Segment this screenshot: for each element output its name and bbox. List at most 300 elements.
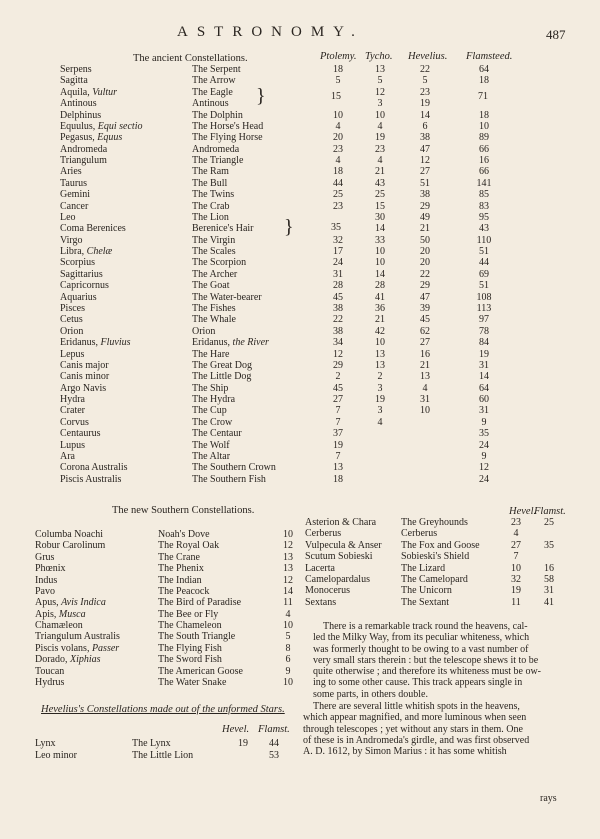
- latin-name: Grus: [35, 551, 55, 563]
- english-name: The Sextant: [401, 596, 450, 608]
- latin-name: Argo Navis: [60, 382, 107, 394]
- col-header-flamsteed: Flamsteed.: [466, 51, 513, 62]
- star-count-p: 13: [333, 462, 343, 474]
- ancient-row: [0, 75, 600, 86]
- star-count-h: 47: [420, 143, 430, 155]
- latin-name: Virgo: [60, 234, 83, 246]
- hevel-count: 32: [511, 573, 521, 585]
- star-count-h: 5: [422, 75, 428, 87]
- star-count-f: 44: [479, 257, 489, 269]
- ancient-row: [0, 440, 600, 451]
- star-count-h: 12: [420, 155, 430, 167]
- ancient-row: [0, 360, 600, 371]
- english-name: Antinous: [192, 98, 229, 110]
- star-count-t: 43: [375, 177, 385, 189]
- star-count-f: 16: [479, 155, 489, 167]
- star-count-f: 31: [479, 405, 489, 417]
- flamst-count: 31: [544, 585, 554, 597]
- english-name: The Cup: [192, 405, 227, 417]
- ancient-row: [0, 280, 600, 291]
- ancient-row: [0, 246, 600, 257]
- latin-name: Cerberus: [305, 528, 342, 540]
- latin-name: Pegasus, Equus: [60, 132, 123, 144]
- latin-name: Gemini: [60, 189, 90, 201]
- star-count: 5: [285, 631, 291, 643]
- star-count-p: 22: [333, 314, 343, 326]
- right-col-header-flamst: Flamst.: [534, 506, 566, 517]
- star-count-f: 83: [479, 200, 489, 212]
- brace-aquila: }: [256, 85, 266, 107]
- english-name: The Serpent: [192, 64, 241, 75]
- hevelius-row: [0, 517, 600, 528]
- star-count-p: 45: [333, 382, 343, 394]
- star-count-t: 10: [375, 109, 385, 121]
- ancient-row: [0, 98, 600, 109]
- ancient-row: [0, 451, 600, 462]
- ancient-row: [0, 337, 600, 348]
- star-count-h: 27: [420, 166, 430, 178]
- star-count-p: 27: [333, 394, 343, 406]
- english-name: The Twins: [192, 189, 235, 201]
- latin-name: Orion: [60, 325, 84, 337]
- star-count-t: 19: [375, 132, 385, 144]
- latin-name: Taurus: [60, 177, 88, 189]
- english-name: The Bull: [192, 177, 228, 189]
- english-name: The Lion: [192, 211, 229, 223]
- ancient-row: [0, 64, 600, 75]
- english-name: The Sword Fish: [158, 654, 222, 666]
- latin-name: Cetus: [60, 314, 83, 326]
- ancient-row: [0, 474, 600, 485]
- star-count-p: 25: [333, 189, 343, 201]
- star-count-p: 17: [333, 246, 343, 258]
- star-count-p: 23: [333, 200, 343, 212]
- english-name: The Little Lion: [132, 750, 194, 761]
- latin-name: Canis minor: [60, 371, 110, 383]
- aquila-flamsteed-merged: 71: [478, 91, 488, 102]
- latin-name: Aries: [60, 166, 82, 178]
- star-count-h: 4: [422, 382, 428, 394]
- ancient-row: [0, 178, 600, 189]
- star-count-f: 66: [479, 166, 489, 178]
- latin-name: Toucan: [35, 665, 65, 677]
- star-count-p: 7: [335, 450, 341, 462]
- latin-name: Scorpius: [60, 257, 95, 269]
- ancient-row: [0, 223, 600, 234]
- english-name: The Bird of Paradise: [158, 597, 242, 609]
- star-count-t: 30: [375, 211, 385, 223]
- star-count-h: 45: [420, 314, 430, 326]
- star-count-h: 49: [420, 211, 430, 223]
- hevel-count: 4: [513, 528, 519, 540]
- star-count: 10: [283, 529, 293, 540]
- english-name: Sobieski's Shield: [401, 551, 470, 563]
- latin-name: Aquarius: [60, 291, 97, 303]
- star-count: 13: [283, 551, 293, 563]
- star-count-f: 110: [476, 234, 492, 246]
- english-name: The Ship: [192, 382, 229, 394]
- milky-way-paragraph: [303, 621, 568, 700]
- leo-ptolemy-merged: 35: [331, 222, 341, 233]
- star-count: 13: [283, 563, 293, 575]
- flamst-count: 35: [544, 539, 554, 551]
- latin-name: Scutum Sobieski: [305, 551, 373, 563]
- english-name: The Eagle: [192, 86, 233, 98]
- ancient-row: [0, 371, 600, 382]
- english-name: The Chameleon: [158, 620, 222, 632]
- english-name: The Virgin: [192, 234, 236, 246]
- star-count-t: 21: [375, 166, 385, 178]
- ancient-row: [0, 201, 600, 212]
- latin-name: Leo: [60, 211, 76, 223]
- star-count-p: 4: [335, 120, 341, 132]
- brace-leo: }: [284, 216, 294, 238]
- hevelius-row: [0, 585, 600, 596]
- star-count-t: 3: [377, 382, 383, 394]
- star-count-h: 14: [420, 109, 430, 121]
- star-count-h: 62: [420, 325, 430, 337]
- ancient-row: [0, 269, 600, 280]
- star-count-f: 95: [479, 211, 489, 223]
- ancient-row: [0, 405, 600, 416]
- latin-name: Pavo: [35, 585, 55, 597]
- star-count-f: 51: [479, 280, 489, 292]
- star-count-f: 18: [479, 109, 489, 121]
- star-count: 8: [285, 642, 291, 654]
- latin-name: Andromeda: [60, 143, 108, 155]
- star-count-t: 41: [375, 291, 385, 303]
- latin-name: Leo minor: [35, 750, 77, 761]
- whitish-spots-paragraph: [303, 701, 568, 757]
- english-name: The Crab: [192, 200, 230, 212]
- star-count-f: 64: [479, 64, 489, 75]
- flamst-count: 16: [544, 562, 554, 574]
- star-count-h: 19: [420, 98, 430, 110]
- paragraph-line: of these is in Andromeda's girdle, and was first observed: [303, 734, 530, 746]
- star-count-h: 39: [420, 302, 430, 314]
- star-count-p: 2: [335, 371, 341, 383]
- star-count-t: 13: [375, 359, 385, 371]
- hevel-count: 11: [511, 596, 521, 608]
- unformed-caption: Hevelius's Constellations made out of the unformed Stars.: [41, 704, 285, 715]
- latin-name: Coma Berenices: [60, 223, 126, 235]
- star-count: 14: [283, 585, 293, 597]
- ancient-row: [0, 212, 600, 223]
- latin-name: Capricornus: [60, 280, 109, 292]
- latin-name: Apis, Musca: [35, 608, 86, 620]
- flamst-count: 44: [269, 738, 279, 749]
- english-name: The Wolf: [192, 439, 230, 451]
- star-count-f: 85: [479, 189, 489, 201]
- star-count-t: 4: [377, 155, 383, 167]
- star-count-p: 10: [333, 109, 343, 121]
- ancient-row: [0, 189, 600, 200]
- star-count-t: 15: [375, 200, 385, 212]
- english-name: Andromeda: [192, 143, 240, 155]
- paragraph-line: quite otherwise ; and therefore its whiteness must be ow-: [313, 666, 541, 678]
- ancient-row: [0, 292, 600, 303]
- english-name: The Little Dog: [192, 371, 252, 383]
- english-name: The South Triangle: [158, 631, 236, 643]
- star-count-h: 16: [420, 348, 430, 360]
- right-col-header-hevel: Hevel.: [509, 506, 537, 517]
- page-number: 487: [546, 27, 566, 42]
- star-count-p: 38: [333, 302, 343, 314]
- ancient-row: [0, 462, 600, 473]
- ancient-row: [0, 303, 600, 314]
- star-count-t: 14: [375, 268, 385, 280]
- latin-name: Sagitta: [60, 75, 88, 87]
- latin-name: Cancer: [60, 200, 89, 212]
- english-name: The Lynx: [132, 738, 171, 749]
- english-name: The Whale: [192, 314, 236, 326]
- star-count-t: 36: [375, 302, 385, 314]
- latin-name: Lynx: [35, 738, 56, 749]
- star-count-t: 23: [375, 143, 385, 155]
- paragraph-line: A. D. 1612, by Simon Marius : it has some whitish: [303, 746, 507, 758]
- english-name: The Arrow: [192, 75, 236, 87]
- ancient-row: [0, 257, 600, 268]
- ancient-row: [0, 87, 600, 98]
- star-count-t: 42: [375, 325, 385, 337]
- english-name: The Scales: [192, 246, 236, 258]
- flamst-count: 25: [544, 517, 554, 528]
- running-header: ASTRONOMY.: [177, 24, 364, 40]
- star-count-p: 7: [335, 416, 341, 428]
- latin-name: Dorado, Xiphias: [35, 654, 101, 666]
- star-count-f: 10: [479, 120, 489, 132]
- latin-name: Lacerta: [305, 562, 335, 574]
- star-count-f: 19: [479, 348, 489, 360]
- star-count-t: 10: [375, 257, 385, 269]
- star-count-f: 24: [479, 473, 489, 485]
- star-count-f: 89: [479, 132, 489, 144]
- english-name: The Water Snake: [158, 676, 227, 688]
- star-count-t: 10: [375, 337, 385, 349]
- star-count-p: 18: [333, 64, 343, 75]
- star-count-p: 4: [335, 155, 341, 167]
- star-count-t: 33: [375, 234, 385, 246]
- english-name: The Peacock: [158, 585, 210, 597]
- english-name: The Dolphin: [192, 109, 243, 121]
- english-name: The Scorpion: [192, 257, 247, 269]
- paragraph-line: which appear magnified, and more luminous when seen: [303, 712, 527, 724]
- star-count: 6: [285, 654, 291, 666]
- english-name: The Centaur: [192, 428, 242, 440]
- star-count-h: 22: [420, 268, 430, 280]
- star-count-t: 2: [377, 371, 383, 383]
- star-count: 11: [283, 597, 293, 609]
- star-count-p: 29: [333, 359, 343, 371]
- english-name: Orion: [192, 325, 216, 337]
- paragraph-line: There are several little whitish spots in the heavens,: [313, 701, 520, 712]
- star-count-t: 13: [375, 348, 385, 360]
- star-count: 10: [283, 620, 293, 632]
- star-count-t: 21: [375, 314, 385, 326]
- hevel-count: 10: [511, 562, 521, 574]
- star-count-p: 20: [333, 132, 343, 144]
- star-count-p: 23: [333, 143, 343, 155]
- english-name: The Fishes: [192, 302, 236, 314]
- star-count-p: 31: [333, 268, 343, 280]
- english-name: The Flying Fish: [158, 642, 222, 654]
- ancient-row: [0, 132, 600, 143]
- star-count-p: 37: [333, 428, 343, 440]
- star-count-f: 108: [476, 291, 492, 303]
- hevelius-row: [0, 540, 600, 551]
- ancient-row: [0, 144, 600, 155]
- star-count-h: 22: [420, 64, 430, 75]
- star-count-h: 29: [420, 200, 430, 212]
- star-count-t: 14: [375, 223, 385, 235]
- english-name: The Goat: [192, 280, 230, 292]
- latin-name: Corona Australis: [60, 462, 128, 474]
- star-count-h: 13: [420, 371, 430, 383]
- hevelius-row: [0, 563, 600, 574]
- ancient-row: [0, 326, 600, 337]
- english-name: The Water-bearer: [192, 291, 262, 303]
- paragraph-line: ing to some other cause. This track appears single in: [313, 677, 523, 689]
- ancient-row: [0, 166, 600, 177]
- star-count-f: 35: [479, 428, 489, 440]
- latin-name: Lupus: [60, 439, 85, 451]
- english-name: The Royal Oak: [158, 540, 220, 552]
- english-name: The Triangle: [192, 155, 244, 167]
- english-name: The Unicorn: [401, 585, 452, 597]
- star-count-h: 21: [420, 359, 430, 371]
- ancient-row: [0, 349, 600, 360]
- english-name: The Crane: [158, 551, 200, 563]
- flamst-count: 53: [269, 750, 279, 761]
- star-count-t: 3: [377, 98, 383, 110]
- star-count-h: 38: [420, 132, 430, 144]
- star-count-f: 66: [479, 143, 489, 155]
- english-name: The Bee or Fly: [158, 608, 219, 620]
- star-count-f: 51: [479, 246, 489, 258]
- star-count-h: 23: [420, 86, 430, 98]
- english-name: The Archer: [192, 268, 238, 280]
- hevel-count: 23: [511, 517, 521, 528]
- hevel-count: 7: [513, 551, 519, 563]
- star-count-f: 69: [479, 268, 489, 280]
- english-name: The Lizard: [401, 562, 446, 574]
- latin-name: Pisces: [60, 302, 85, 314]
- latin-name: Triangulum Australis: [35, 631, 120, 643]
- star-count-f: 97: [479, 314, 489, 326]
- latin-name: Chamæleon: [35, 620, 83, 632]
- ancient-row: [0, 314, 600, 325]
- star-count-f: 9: [481, 416, 487, 428]
- star-count-p: 45: [333, 291, 343, 303]
- latin-name: Robur Carolinum: [35, 540, 106, 552]
- latin-name: Libra, Chelæ: [60, 246, 113, 258]
- star-count-p: 44: [333, 177, 343, 189]
- star-count-t: 4: [377, 120, 383, 132]
- hevelius-row: [0, 528, 600, 539]
- star-count-f: 14: [479, 371, 489, 383]
- english-name: The Southern Fish: [192, 473, 266, 485]
- star-count-p: 32: [333, 234, 343, 246]
- star-count-h: 20: [420, 246, 430, 258]
- ancient-row: [0, 110, 600, 121]
- star-count: 12: [283, 540, 293, 552]
- latin-name: Hydrus: [35, 676, 65, 688]
- english-name: Berenice's Hair: [192, 223, 254, 235]
- star-count-h: 51: [420, 177, 430, 189]
- ancient-row: [0, 155, 600, 166]
- star-count-h: 47: [420, 291, 430, 303]
- star-count-t: 25: [375, 189, 385, 201]
- star-count-t: 13: [375, 64, 385, 75]
- hevelius-row: [0, 574, 600, 585]
- star-count-h: 50: [420, 234, 430, 246]
- latin-name: Piscis volans, Passer: [35, 642, 120, 654]
- star-count-p: 19: [333, 439, 343, 451]
- star-count-f: 24: [479, 439, 489, 451]
- southern-caption: The new Southern Constellations.: [112, 505, 255, 516]
- english-name: The Flying Horse: [192, 132, 263, 144]
- star-count-f: 9: [481, 450, 487, 462]
- star-count-f: 12: [479, 462, 489, 474]
- star-count-t: 3: [377, 405, 383, 417]
- latin-name: Aquila, Vultur: [60, 86, 118, 98]
- latin-name: Canis major: [60, 359, 109, 371]
- star-count-t: 19: [375, 394, 385, 406]
- star-count-t: 10: [375, 246, 385, 258]
- english-name: The Camelopard: [401, 573, 468, 585]
- paragraph-line: very small stars therein : but the telescope shews it to be: [313, 654, 539, 666]
- english-name: The Phenix: [158, 563, 204, 575]
- southern-row: [0, 609, 600, 620]
- latin-name: Serpens: [60, 64, 92, 75]
- star-count-t: 12: [375, 86, 385, 98]
- latin-name: Asterion & Chara: [305, 517, 377, 528]
- english-name: The Great Dog: [192, 359, 252, 371]
- star-count-f: 31: [479, 359, 489, 371]
- ancient-row: [0, 394, 600, 405]
- latin-name: Camelopardalus: [305, 573, 370, 585]
- english-name: The Indian: [158, 574, 202, 586]
- star-count-f: 64: [479, 382, 489, 394]
- star-count-f: 113: [476, 302, 492, 314]
- hevel-count: 27: [511, 539, 521, 551]
- paragraph-line: through telescopes ; yet without any stars in them. One: [303, 723, 523, 735]
- latin-name: Columba Noachi: [35, 529, 104, 540]
- star-count-f: 84: [479, 337, 489, 349]
- ancient-row: [0, 121, 600, 132]
- paragraph-line: There is a remarkable track round the heavens, cal-: [323, 621, 528, 632]
- star-count-h: 29: [420, 280, 430, 292]
- latin-name: Antinous: [60, 98, 97, 110]
- star-count-t: 28: [375, 280, 385, 292]
- ancient-caption: The ancient Constellations.: [133, 53, 248, 64]
- latin-name: Equulus, Equi sectio: [60, 120, 143, 132]
- latin-name: Crater: [60, 405, 85, 417]
- english-name: The Fox and Goose: [401, 539, 480, 551]
- star-count-f: 18: [479, 75, 489, 87]
- star-count-p: 34: [333, 337, 343, 349]
- latin-name: Phœnix: [35, 563, 66, 575]
- star-count-t: 4: [377, 416, 383, 428]
- latin-name: Triangulum: [60, 155, 107, 167]
- star-count-p: 18: [333, 473, 343, 485]
- english-name: The Altar: [192, 450, 231, 462]
- star-count-p: 7: [335, 405, 341, 417]
- latin-name: Apus, Avis Indica: [35, 597, 106, 609]
- ancient-row: [0, 235, 600, 246]
- flamst-count: 58: [544, 573, 554, 585]
- col-header-ptolemy: Ptolemy.: [320, 51, 357, 62]
